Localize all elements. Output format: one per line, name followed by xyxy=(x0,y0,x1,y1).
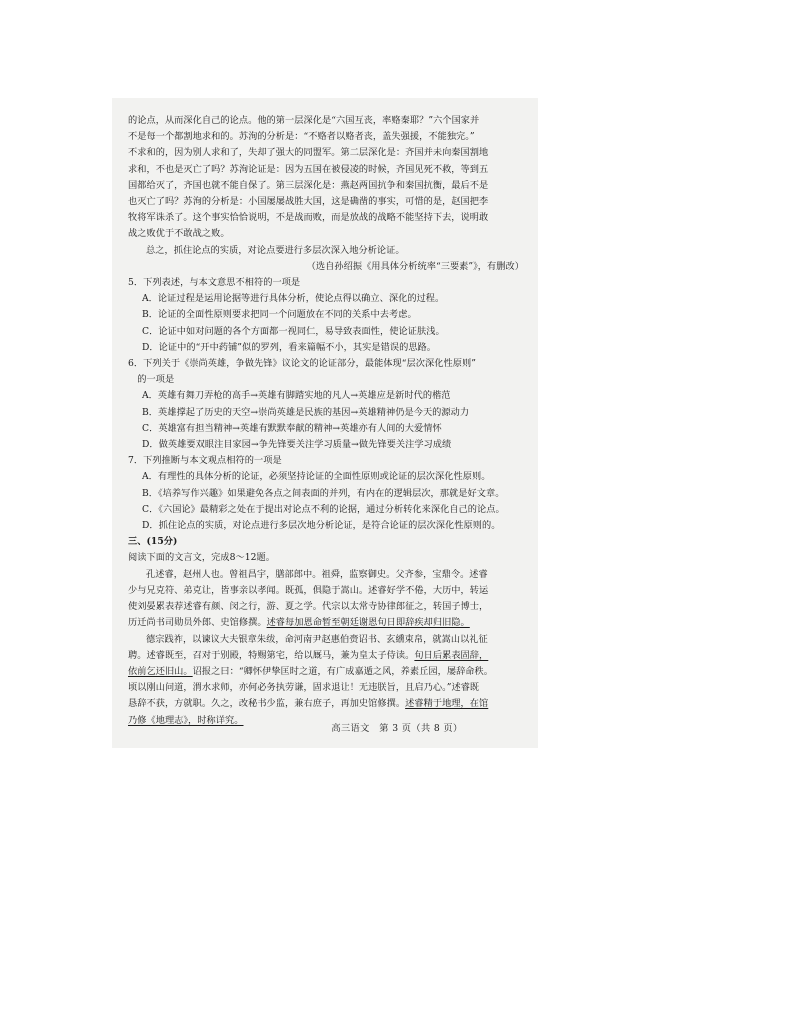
classical-text-line: 使刘晏累表荐述睿有颜、闵之行，游、夏之学。代宗以太常寺协律郎征之，转国子博士， xyxy=(128,601,489,613)
underlined-sentence: 述睿每加恩命暂至朝廷谢恩旬日即辞疾却归旧隐。 xyxy=(266,617,470,629)
classical-text-line: 少与兄克符、弟克让，皆事亲以孝闻。既孤，俱隐于嵩山。述睿好学不倦，大历中，转运 xyxy=(128,584,489,596)
option-c: C．《六国论》最精彩之处在于提出对论点不利的论据，通过分析转化来深化自己的论点。 xyxy=(142,503,505,515)
question-stem: 6．下列关于《崇尚英雄，争做先锋》议论文的论证部分，最能体现“层次深化性原则” xyxy=(128,358,476,370)
question-5 xyxy=(128,275,530,356)
classical-text-segment: 聘。述睿既至，召对于别殿，特赐第宅，给以厩马，兼为皇太子侍读。 xyxy=(128,649,415,661)
option-c: C．论证中如对问题的各个方面都一视同仁，易导致表面性，使论证肤浅。 xyxy=(142,325,445,337)
passage-line: 不是每一个都割地求和的。苏洵的分析是：“不赂者以赂者丧，盖失强援，不能独完。” xyxy=(128,131,475,143)
section-3 xyxy=(128,534,530,728)
classical-text-line: 孔述睿，赵州人也。曾祖昌宇，膳部郎中。祖舜，监察御史。父齐参，宝鼎令。述睿 xyxy=(146,568,488,580)
classical-text-line xyxy=(128,615,530,631)
option-b: B．《培养写作兴趣》如果避免各点之间表面的并列，有内在的逻辑层次，那就是好文章。 xyxy=(142,487,505,499)
classical-text-line xyxy=(128,648,530,664)
passage-line: 牧将军诛杀了。这个事实恰恰说明，不是战而败，而是放战的战略不能坚持下去，说明敢 xyxy=(128,212,489,224)
underlined-sentence: 述睿精于地理，在馆 xyxy=(405,698,489,710)
option-d: D．论证中的“开中药铺”似的罗列，看来篇幅不小，其实是错误的思路。 xyxy=(142,341,437,353)
option-b: B．英雄撑起了历史的天空→崇尚英雄是民族的基因→英雄精神仍是今天的源动力 xyxy=(142,406,470,418)
passage-source: （选自孙绍振《用具体分析统率“三要素”》，有删改） xyxy=(306,260,524,272)
classical-text-segment: 恳辞不获，方就职。久之，改秘书少监，兼右庶子，再加史馆修撰。 xyxy=(128,698,406,710)
passage-line: 的论点，从而深化自己的论点。他的第一层深化是“六国互丧，率赂秦耶？”六个国家并 xyxy=(128,115,480,126)
section-instruction: 阅读下面的文言文，完成8～12题。 xyxy=(128,552,276,564)
question-6 xyxy=(128,356,530,453)
option-d: D．做英雄要双眼注目家园→争先锋要关注学习质量→做先锋要关注学习成绩 xyxy=(142,439,452,451)
classical-text-segment: 诏报之曰：“卿怀伊挚匡时之道，有广成嘉遁之风，养素丘园，屡辞命秩。 xyxy=(192,665,494,677)
option-a: A．论证过程是运用论据等进行具体分析，使论点得以确立、深化的过程。 xyxy=(142,293,445,305)
passage-summary: 总之，抓住论点的实质，对论点要进行多层次深入地分析论证。 xyxy=(146,244,405,256)
question-stem: 7．下列推断与本文观点相符的一项是 xyxy=(128,455,282,467)
passage-line: 国都给灭了，齐国也就不能自保了。第三层深化是：燕赵两国抗争和秦国抗衡，最后不是 xyxy=(128,179,489,191)
option-a: A．有理性的具体分析的论证，必须坚持论证的全面性原则或论证的层次深化性原则。 xyxy=(142,471,491,483)
exam-page-content xyxy=(128,113,530,729)
underlined-sentence: 依前乞还旧山。 xyxy=(128,665,193,677)
page-footer: 高三语文 第 3 页（共 8 页） xyxy=(331,723,463,734)
passage-line: 不求和的，因为别人求和了，失却了强大的同盟军。第二层深化是：齐国并未向秦国割地 xyxy=(128,147,489,159)
option-a: A．英雄有舞刀弄枪的高手→英雄有脚踏实地的凡人→英雄应是新时代的楷范 xyxy=(142,390,451,402)
section-heading: 三、(15分) xyxy=(128,536,178,548)
underlined-sentence: 乃修《地理志》，时称详究。 xyxy=(128,714,244,726)
passage-line: 也灭亡了吗？苏洵的分析是：小国屡屡战胜大国，这是确凿的事实，可惜的是，赵国把李 xyxy=(128,196,489,208)
option-c: C．英雄富有担当精神→英雄有默默奉献的精神→英雄亦有人间的大爱情怀 xyxy=(142,422,442,434)
passage-continuation xyxy=(128,113,530,275)
question-stem: 5．下列表述，与本文意思不相符的一项是 xyxy=(128,277,301,289)
classical-text-line xyxy=(128,664,530,680)
option-d: D．抓住论点的实质，对论点进行多层次地分析论证，是符合论证的层次深化性原则的。 xyxy=(142,520,501,532)
classical-text-line: 德宗践祚，以谏议大夫银章朱绂，命河南尹赵惠伯赍诏书、玄纁束帛，就嵩山以礼征 xyxy=(146,633,488,645)
question-7 xyxy=(128,453,530,534)
option-b: B．论证的全面性原则要求把同一个问题放在不同的关系中去考虑。 xyxy=(142,309,417,321)
classical-text-line xyxy=(128,696,530,712)
classical-text-line: 顷以刚山问道，渭水求师，亦何必务执劳谦，固求退让！无违朕旨，且启乃心。”述睿既 xyxy=(128,682,480,694)
passage-line: 求和，不也是灭亡了吗？苏洵论证是：因为五国在被侵凌的时候，齐国见死不救，等到五 xyxy=(128,163,489,175)
passage-line: 战之败优于不敢战之败。 xyxy=(128,228,230,240)
underlined-sentence: 旬日后累表固辞， xyxy=(414,649,489,661)
classical-text-segment: 历迁尚书司勋员外郎、史馆修撰。 xyxy=(128,617,267,629)
question-stem-cont: 的一项是 xyxy=(128,374,175,386)
